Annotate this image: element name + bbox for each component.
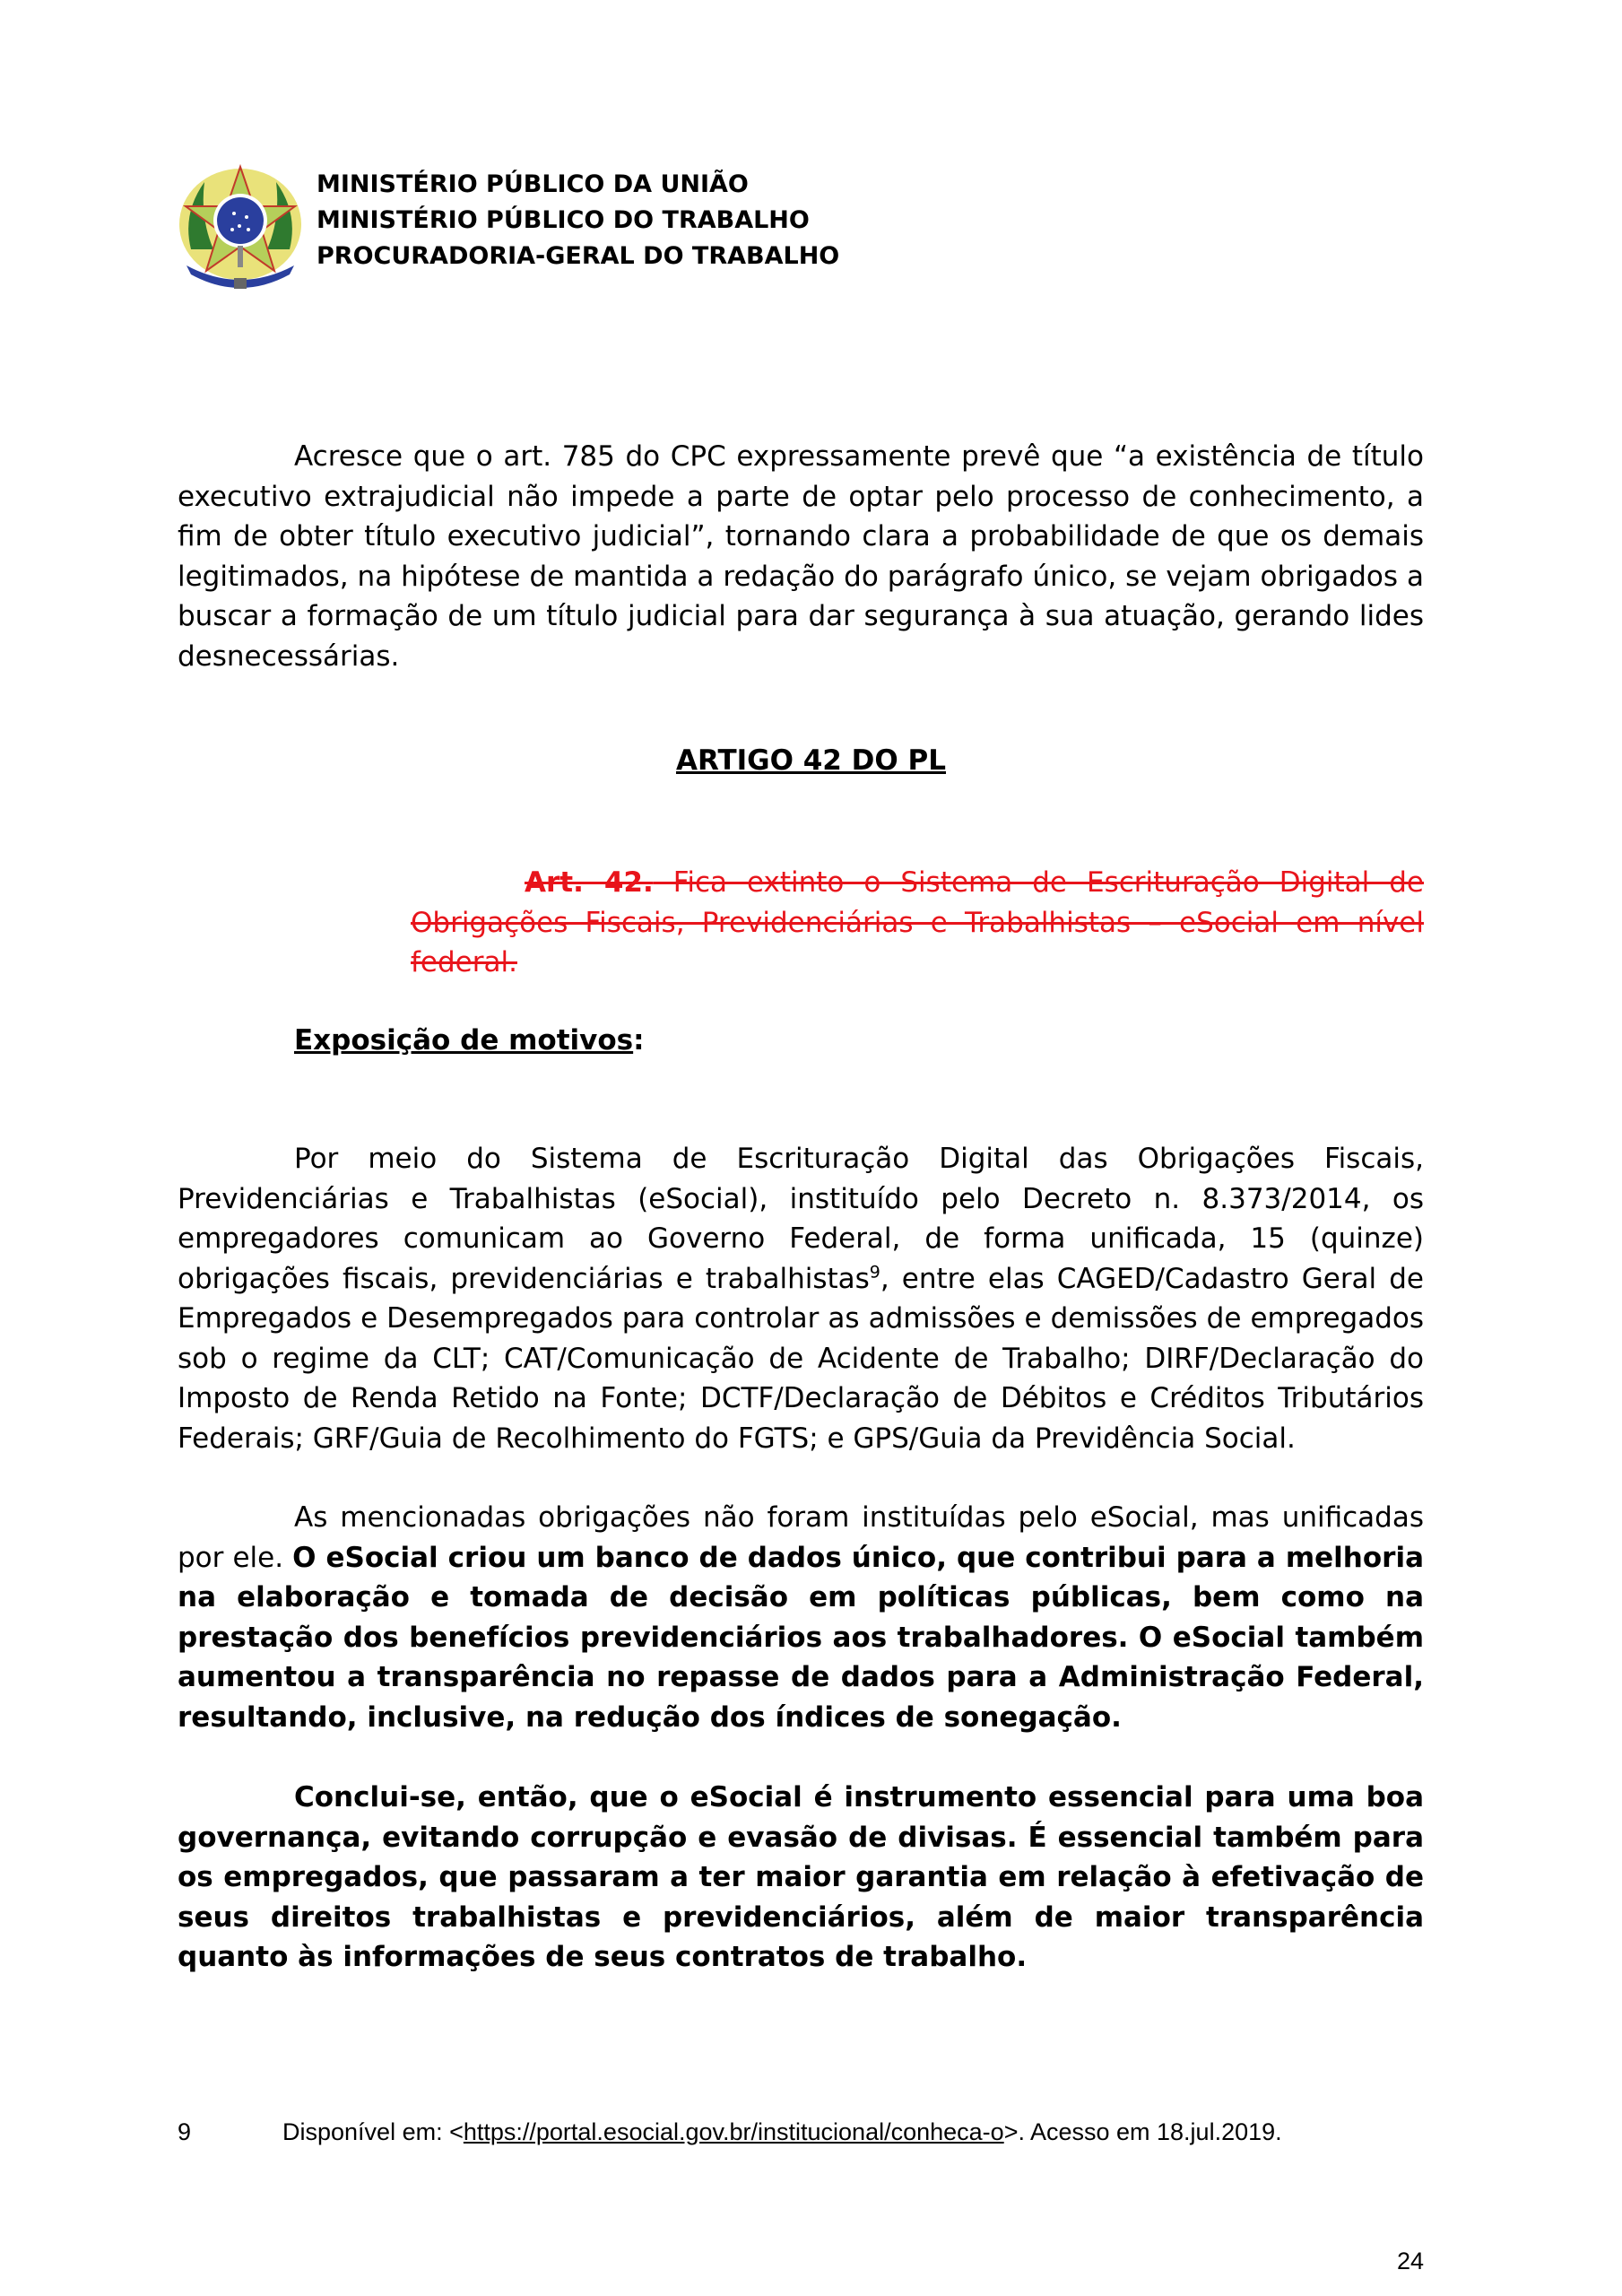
header-line-1: MINISTÉRIO PÚBLICO DA UNIÃO [317, 170, 749, 198]
letterhead [173, 160, 840, 294]
paragraph-intro: Acresce que o art. 785 do CPC expressamente prevê que “a existência de título executivo extrajudicial não impede a parte de optar pelo processo de conhecimento, a fim de obter título executivo judicial”, tornando clara a probabilidade de que os demais legitimados, na hipótese de mantida a redação do parágrafo único, se vejam obrigados a buscar a formação de um título judicial para dar segurança à sua atuação, gerando lides desnecessárias. [178, 440, 1424, 673]
footnote-suffix: >. Acesso em 18.jul.2019. [1003, 2118, 1282, 2145]
paragraph-esocial-part1: Por meio do Sistema de Escrituração Digital das Obrigações Fiscais, Previdenciárias e Trabalhistas (eSocial), instituído pelo Decreto n. 8.373/2014, os empregadores comunicam ao Governo Federal, de forma unificada, 15 (quinze) obrigações fiscais, previdenciárias e trabalhistas [178, 1143, 1424, 1295]
header-line-3: PROCURADORIA-GERAL DO TRABALHO [317, 242, 840, 270]
subheading-colon: : [633, 1024, 645, 1057]
paragraph-conclusion: Conclui-se, então, que o eSocial é instrumento essencial para uma boa governança, evitando corrupção e evasão de divisas. É essencial também para os empregados, que passaram a ter maior garantia em relação à efetivação de seus direitos trabalhistas e previdenciários, além de maior transparência quanto às informações de seus contratos de trabalho. [178, 1781, 1424, 1973]
section-heading: ARTIGO 42 DO PL [675, 744, 947, 777]
article-text: Fica extinto o Sistema de Escrituração Digital de Obrigações Fiscais, Previdenciárias e Trabalhistas – eSocial em nível federal. [411, 866, 1425, 978]
paragraph-obligations [178, 1498, 1424, 1737]
footnote [178, 2118, 1433, 2146]
footnote-ref[interactable]: 9 [869, 1262, 880, 1283]
header-line-2: MINISTÉRIO PÚBLICO DO TRABALHO [317, 206, 810, 234]
paragraph-esocial [178, 1139, 1424, 1458]
subheading-label: Exposição de motivos [294, 1024, 634, 1057]
page-number: 24 [1396, 2248, 1424, 2274]
paragraph-esocial-part2: , entre elas CAGED/Cadastro Geral de Empregados e Desempregados para controlar as admissões e demissões de empregados sob o regime da CLT; CAT/Comunicação de Acidente de Trabalho; DIRF/Declaração do Imposto de Renda Retido na Fonte; DCTF/Declaração de Débitos e Créditos Tributários Federais; GRF/Guia de Recolhimento do FGTS; e GPS/Guia da Previdência Social. [178, 1262, 1424, 1455]
struck-article [411, 863, 1424, 983]
article-label: Art. 42. [525, 866, 654, 899]
footnote-prefix: Disponível em: < [282, 2118, 464, 2145]
paragraph-obligations-normal: As mencionadas obrigações não foram instituídas pelo eSocial, mas unificadas por ele. [178, 1501, 1424, 1574]
subheading [294, 1024, 645, 1057]
paragraph-obligations-bold: O eSocial criou um banco de dados único, que contribui para a melhoria na elaboração e tomada de decisão em políticas públicas, bem como na prestação dos benefícios previdenciários aos trabalhadores. O eSocial também aumentou a transparência no repasse de dados para a Administração Federal, resultando, inclusive, na redução dos índices de sonegação. [178, 1541, 1424, 1734]
footnote-link[interactable]: https://portal.esocial.gov.br/institucional/conheca-o [463, 2118, 1004, 2145]
brazil-coat-of-arms-icon [173, 160, 308, 294]
footnote-number: 9 [178, 2118, 192, 2145]
